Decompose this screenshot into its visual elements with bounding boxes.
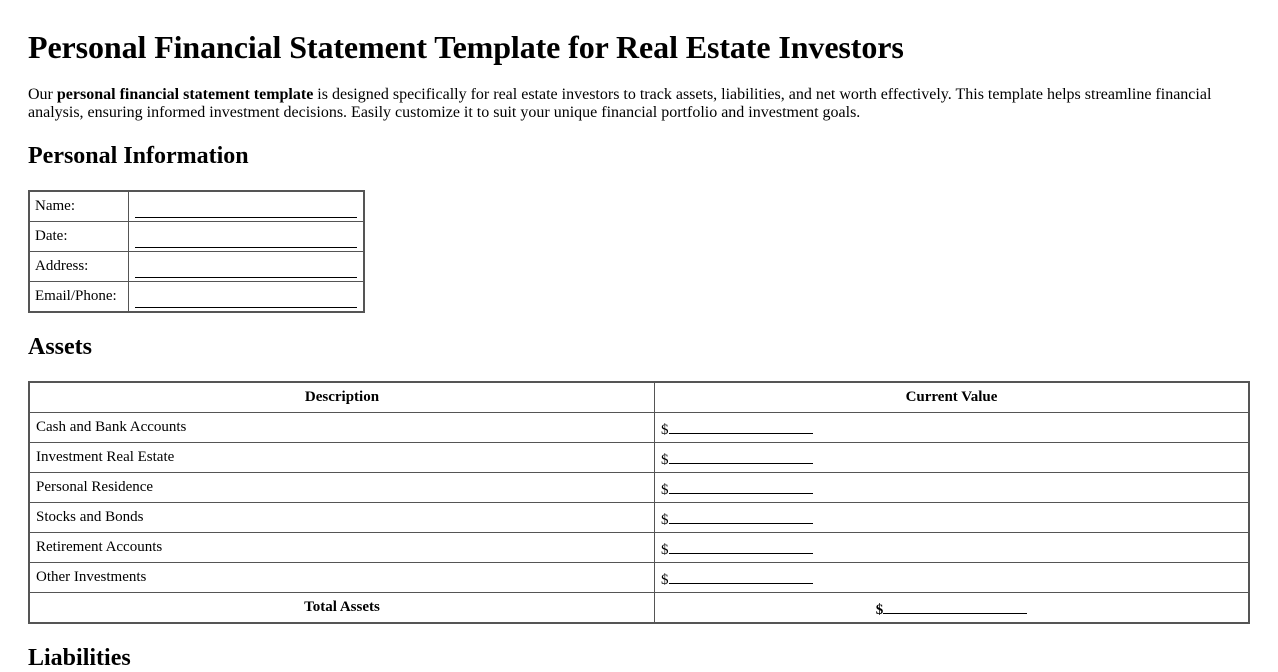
value-blank[interactable]	[669, 567, 813, 584]
total-assets-label: Total Assets	[29, 593, 655, 624]
table-row	[29, 563, 1249, 593]
info-row-date	[29, 222, 364, 252]
column-header-current-value: Current Value	[655, 382, 1250, 413]
blank-line[interactable]	[135, 289, 357, 308]
date-field[interactable]	[129, 222, 365, 252]
currency-symbol: $	[661, 571, 669, 588]
email-phone-field[interactable]	[129, 282, 365, 313]
asset-description: Personal Residence	[29, 473, 655, 503]
asset-value-cell[interactable]	[655, 503, 1250, 533]
value-blank[interactable]	[669, 447, 813, 464]
total-assets-value-cell[interactable]	[655, 593, 1250, 624]
currency-symbol: $	[661, 481, 669, 498]
total-assets-row	[29, 593, 1249, 624]
intro-paragraph	[28, 86, 1228, 122]
asset-description: Other Investments	[29, 563, 655, 593]
assets-table	[28, 381, 1250, 624]
table-row	[29, 473, 1249, 503]
page-title: Personal Financial Statement Template for Real Estate Investors	[28, 29, 904, 65]
info-row-address	[29, 252, 364, 282]
info-label: Name:	[29, 191, 129, 222]
asset-description: Investment Real Estate	[29, 443, 655, 473]
value-blank[interactable]	[669, 507, 813, 524]
info-label: Date:	[29, 222, 129, 252]
intro-bold-phrase: personal financial statement template	[56, 86, 314, 103]
asset-value-cell[interactable]	[655, 443, 1250, 473]
value-blank[interactable]	[669, 417, 813, 434]
intro-prefix: Our	[28, 86, 57, 103]
assets-header-row	[29, 382, 1249, 413]
info-label: Email/Phone:	[29, 282, 129, 313]
table-row	[29, 413, 1249, 443]
currency-symbol: $	[875, 601, 884, 618]
address-field[interactable]	[129, 252, 365, 282]
personal-info-heading: Personal Information	[28, 143, 249, 169]
asset-value-cell[interactable]	[655, 473, 1250, 503]
info-row-name	[29, 191, 364, 222]
asset-value-cell[interactable]	[655, 563, 1250, 593]
total-value-blank[interactable]	[883, 597, 1027, 614]
asset-description: Cash and Bank Accounts	[29, 413, 655, 443]
asset-description: Stocks and Bonds	[29, 503, 655, 533]
intro-suffix: is designed specifically for real estate investors to track assets, liabilities, and net worth effectively. This template helps streamline financial analysis, ensuring informed investment decisions. Easily customize it to suit your unique financial portfolio and investment goals.	[28, 86, 1212, 121]
value-blank[interactable]	[669, 477, 813, 494]
blank-line[interactable]	[135, 229, 357, 248]
asset-value-cell[interactable]	[655, 533, 1250, 563]
personal-info-table	[28, 190, 365, 313]
liabilities-heading: Liabilities	[28, 645, 131, 671]
name-field[interactable]	[129, 191, 365, 222]
currency-symbol: $	[661, 541, 669, 558]
value-blank[interactable]	[669, 537, 813, 554]
column-header-description: Description	[29, 382, 655, 413]
blank-line[interactable]	[135, 199, 357, 218]
currency-symbol: $	[661, 451, 669, 468]
currency-symbol: $	[661, 511, 669, 528]
blank-line[interactable]	[135, 259, 357, 278]
assets-heading: Assets	[28, 334, 92, 360]
table-row	[29, 503, 1249, 533]
asset-value-cell[interactable]	[655, 413, 1250, 443]
table-row	[29, 443, 1249, 473]
info-row-email-phone	[29, 282, 364, 313]
asset-description: Retirement Accounts	[29, 533, 655, 563]
info-label: Address:	[29, 252, 129, 282]
currency-symbol: $	[661, 421, 669, 438]
table-row	[29, 533, 1249, 563]
